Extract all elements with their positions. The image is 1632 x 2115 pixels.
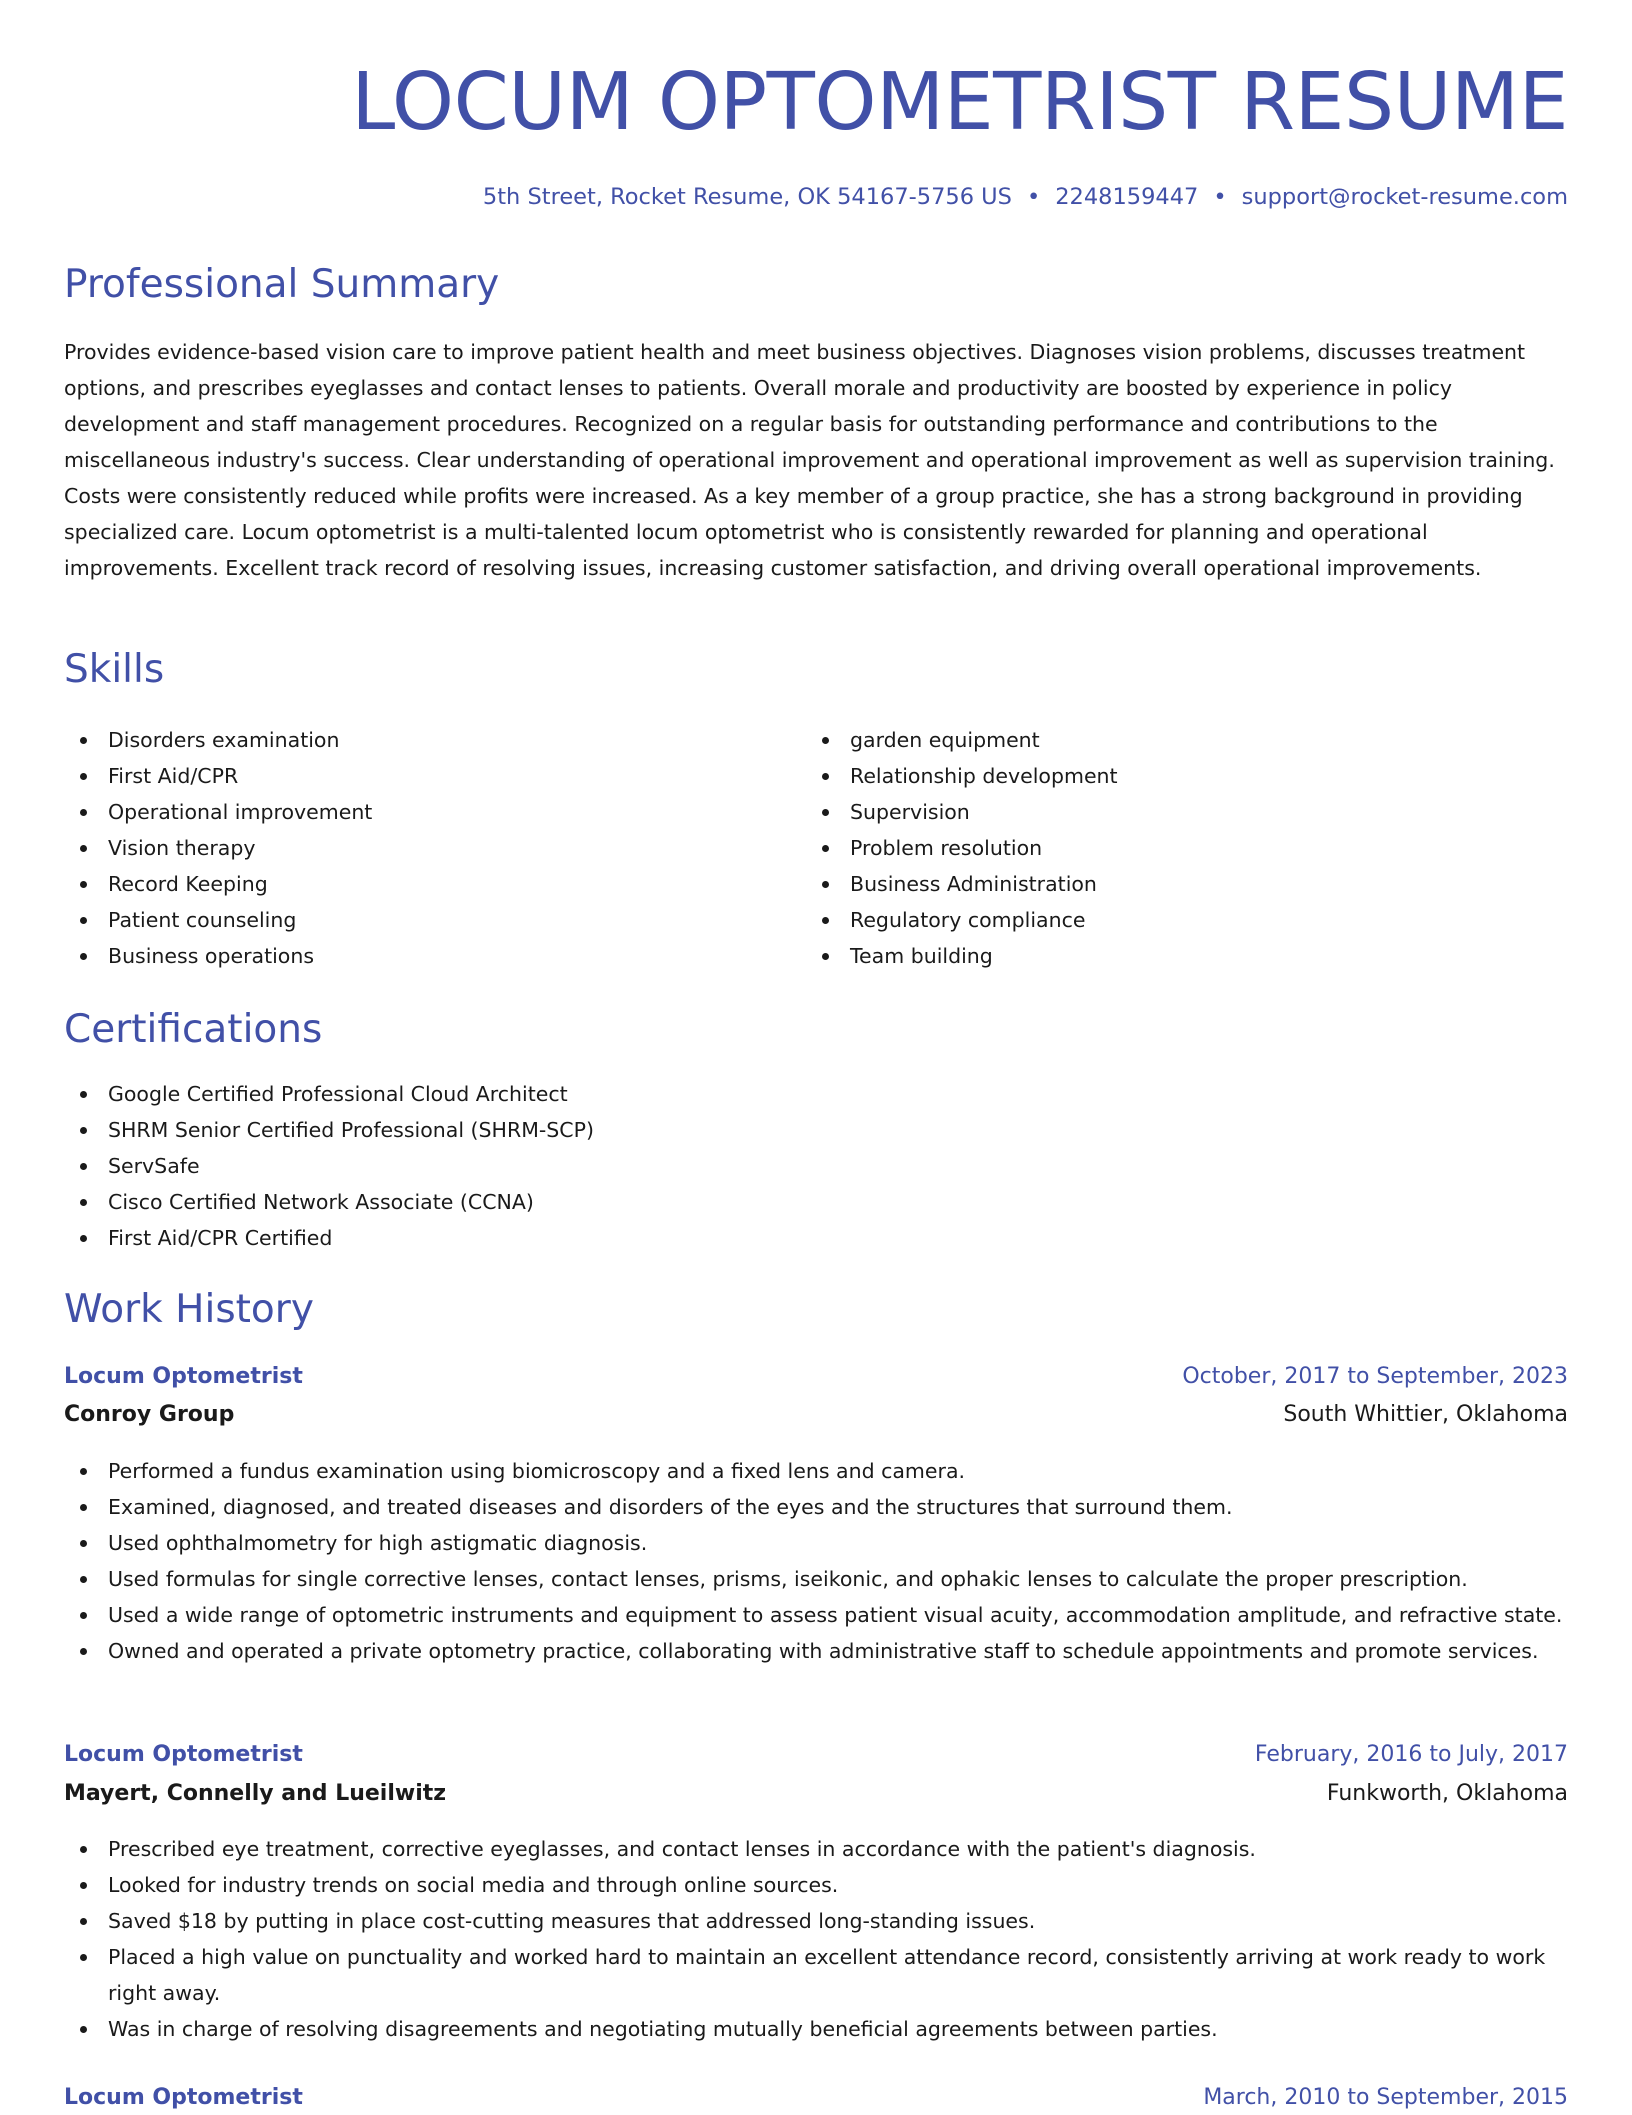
contact-phone: 2248159447 bbox=[1055, 184, 1199, 210]
skill-item: garden equipment bbox=[806, 722, 1118, 758]
job-dates: October, 2017 to September, 2023 bbox=[1182, 1364, 1568, 1389]
job-company: Mayert, Connelly and Lueilwitz bbox=[64, 1781, 447, 1806]
skill-item: Record Keeping bbox=[64, 866, 372, 902]
job-bullet: Prescribed eye treatment, corrective eyeglasses, and contact lenses in accordance with the patient's diagnosis. bbox=[64, 1831, 1568, 1867]
job-bullets bbox=[64, 1831, 1568, 2047]
certification-item: ServSafe bbox=[64, 1148, 594, 1184]
job-bullet: Saved $18 by putting in place cost-cutting measures that addressed long-standing issues. bbox=[64, 1903, 1568, 1939]
skill-item: Relationship development bbox=[806, 758, 1118, 794]
summary-text: Provides evidence-based vision care to improve patient health and meet business objectives. Diagnoses vision problems, discusses treatment options, and prescribes eyeglasses and contact lenses to patients. Overall morale and productivity are boosted by experience in policy development and staff management procedures. Recognized on a regular basis for outstanding performance and contributions to the miscellaneous industry's success. Clear understanding of operational improvement and operational improvement as well as supervision training. Costs were consistently reduced while profits were increased. As a key member of a group practice, she has a strong background in providing specialized care. Locum optometrist is a multi-talented locum optometrist who is consistently rewarded for planning and operational improvements. Excellent track record of resolving issues, increasing customer satisfaction, and driving overall operational improvements. bbox=[64, 340, 1555, 580]
skill-item: Operational improvement bbox=[64, 794, 372, 830]
job-dates: February, 2016 to July, 2017 bbox=[1254, 1742, 1568, 1767]
contact-email[interactable]: support@rocket-resume.com bbox=[1241, 184, 1568, 210]
skills-list-right bbox=[806, 722, 1118, 974]
job-company: Conroy Group bbox=[64, 1402, 235, 1427]
certifications-list bbox=[64, 1076, 594, 1256]
skill-item: Problem resolution bbox=[806, 830, 1118, 866]
skill-item: First Aid/CPR bbox=[64, 758, 372, 794]
skills-heading: Skills bbox=[64, 647, 165, 692]
job-bullet: Used ophthalmometry for high astigmatic diagnosis. bbox=[64, 1525, 1568, 1561]
job-title: Locum Optometrist bbox=[64, 2085, 303, 2110]
job-bullet: Examined, diagnosed, and treated diseases and disorders of the eyes and the structures that surround them. bbox=[64, 1489, 1568, 1525]
certifications-heading: Certifications bbox=[64, 1007, 323, 1052]
job-title: Locum Optometrist bbox=[64, 1742, 303, 1767]
skill-item: Supervision bbox=[806, 794, 1118, 830]
job-bullets bbox=[64, 1453, 1568, 1669]
job-bullet: Placed a high value on punctuality and worked hard to maintain an excellent attendance record, consistently arriving at work ready to work right away. bbox=[64, 1939, 1568, 2011]
certification-item: Google Certified Professional Cloud Architect bbox=[64, 1076, 594, 1112]
job-title: Locum Optometrist bbox=[64, 1364, 303, 1389]
resume-title: LOCUM OPTOMETRIST RESUME bbox=[351, 56, 1568, 148]
job-bullet: Used formulas for single corrective lenses, contact lenses, prisms, iseikonic, and ophakic lenses to calculate the proper prescription. bbox=[64, 1561, 1568, 1597]
job-bullet: Owned and operated a private optometry practice, collaborating with administrative staff to schedule appointments and promote services. bbox=[64, 1633, 1568, 1669]
summary-heading: Professional Summary bbox=[64, 262, 500, 307]
job-location: Funkworth, Oklahoma bbox=[1326, 1781, 1568, 1806]
job-location: South Whittier, Oklahoma bbox=[1283, 1402, 1568, 1427]
contact-line bbox=[483, 180, 1568, 214]
contact-address: 5th Street, Rocket Resume, OK 54167-5756 US bbox=[482, 184, 1012, 210]
job-bullet: Performed a fundus examination using biomicroscopy and a fixed lens and camera. bbox=[64, 1453, 1568, 1489]
job-bullet: Used a wide range of optometric instruments and equipment to assess patient visual acuity, accommodation amplitude, and refractive state. bbox=[64, 1597, 1568, 1633]
skill-item: Business Administration bbox=[806, 866, 1118, 902]
skill-item: Disorders examination bbox=[64, 722, 372, 758]
work-history-heading: Work History bbox=[64, 1287, 314, 1332]
certification-item: First Aid/CPR Certified bbox=[64, 1220, 594, 1256]
skill-item: Patient counseling bbox=[64, 902, 372, 938]
job-bullet: Looked for industry trends on social media and through online sources. bbox=[64, 1867, 1568, 1903]
skill-item: Vision therapy bbox=[64, 830, 372, 866]
contact-separator: • bbox=[1026, 184, 1041, 210]
contact-separator: • bbox=[1213, 184, 1227, 210]
certification-item: SHRM Senior Certified Professional (SHRM-SCP) bbox=[64, 1112, 594, 1148]
skill-item: Regulatory compliance bbox=[806, 902, 1118, 938]
certification-item: Cisco Certified Network Associate (CCNA) bbox=[64, 1184, 594, 1220]
skill-item: Team building bbox=[806, 938, 1118, 974]
skills-list-left bbox=[64, 722, 372, 974]
skill-item: Business operations bbox=[64, 938, 372, 974]
job-bullet: Was in charge of resolving disagreements and negotiating mutually beneficial agreements between parties. bbox=[64, 2011, 1568, 2047]
job-dates: March, 2010 to September, 2015 bbox=[1203, 2085, 1568, 2110]
